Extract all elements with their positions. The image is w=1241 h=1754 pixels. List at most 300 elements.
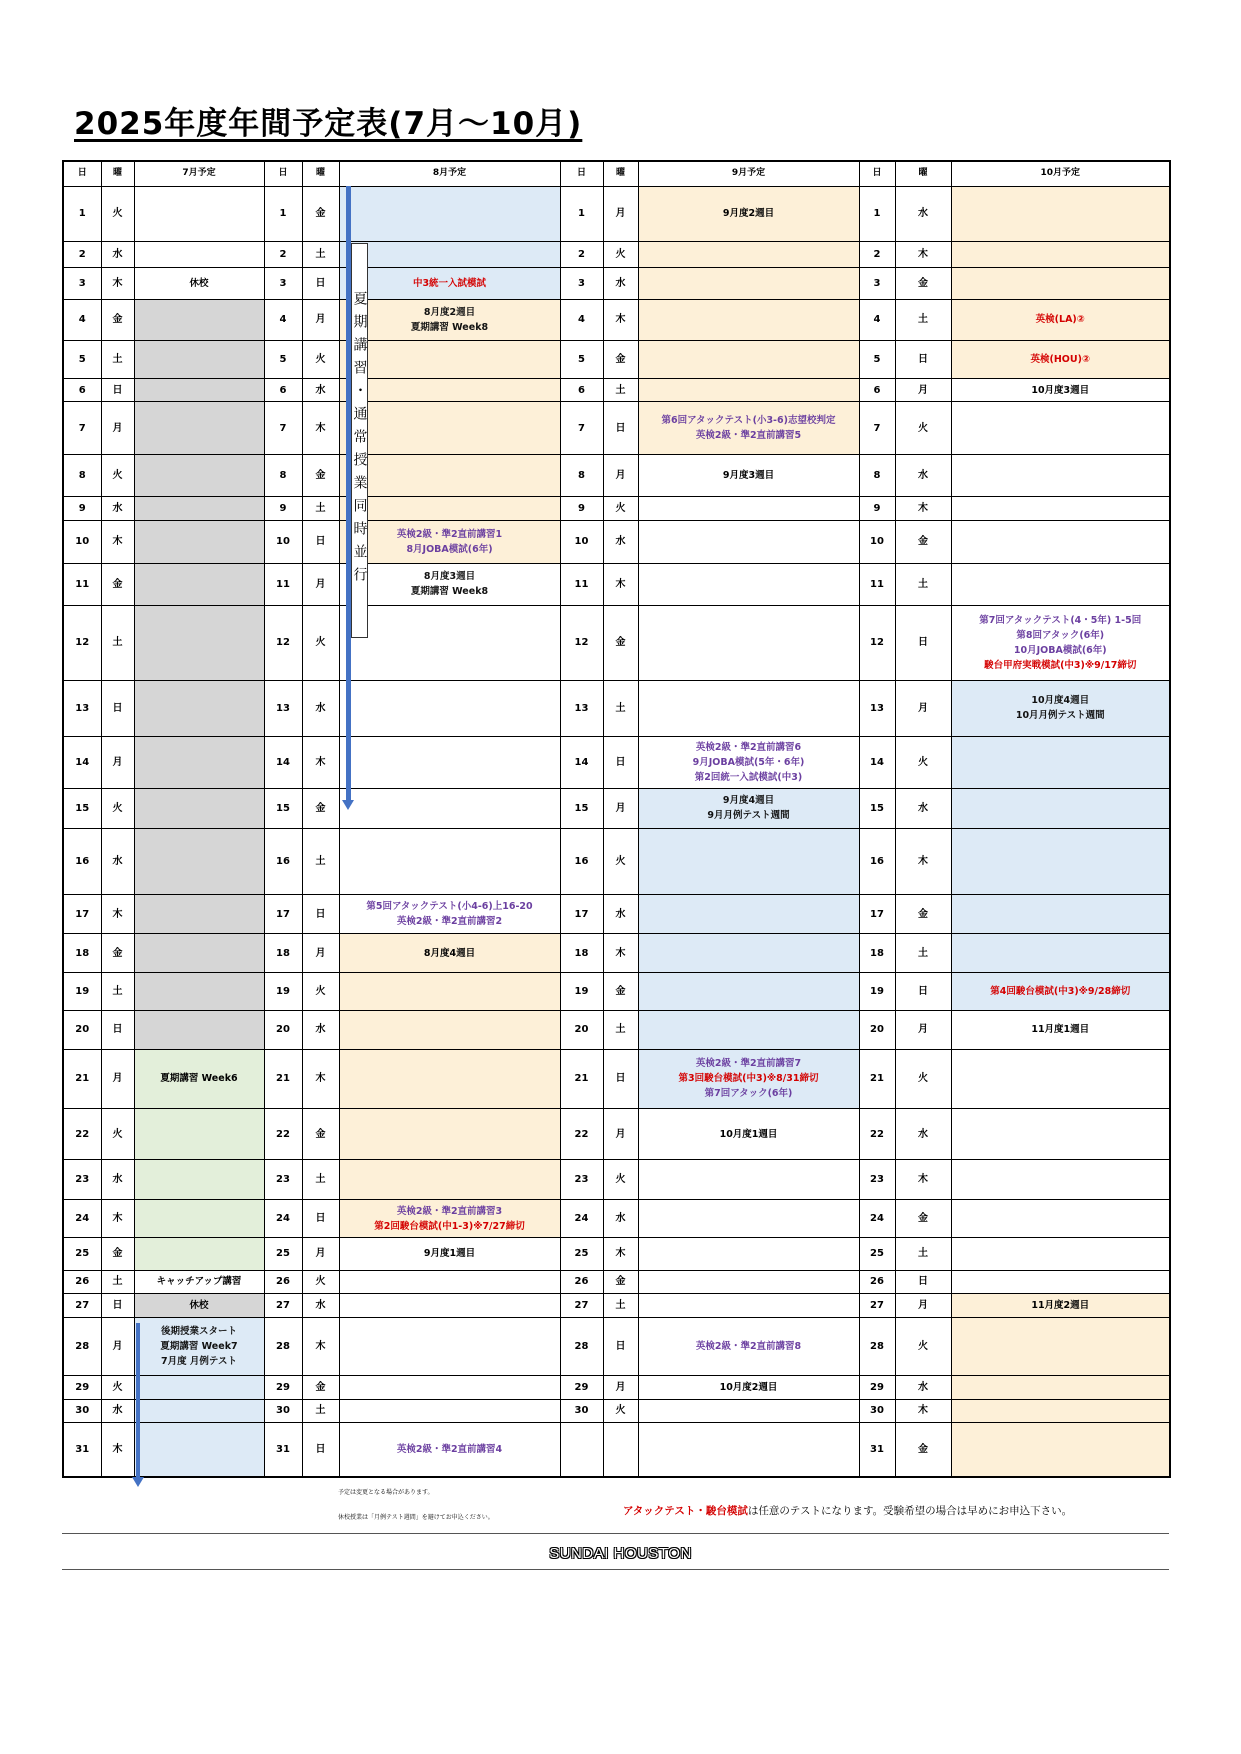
aug-weekday-cell: 月 (302, 300, 339, 341)
sep-weekday-cell: 金 (603, 340, 638, 378)
sep-event-cell (638, 1270, 859, 1294)
oct-weekday-cell: 木 (895, 1399, 951, 1423)
aug-weekday-cell: 日 (302, 1423, 339, 1477)
oct-event-cell (951, 497, 1170, 521)
oct-day-cell: 5 (859, 340, 895, 378)
sep-weekday-cell: 木 (603, 934, 638, 973)
table-row (63, 1109, 1170, 1160)
sep-day-cell: 22 (560, 1109, 603, 1160)
oct-day-cell: 1 (859, 186, 895, 241)
aug-day-cell: 18 (264, 934, 302, 973)
table-row (63, 788, 1170, 828)
oct-event-cell: 11月度2週目 (951, 1294, 1170, 1318)
sep-event-cell (638, 300, 859, 341)
aug-weekday-cell: 月 (302, 1237, 339, 1270)
header-row (63, 161, 1170, 186)
aug-weekday-cell: 土 (302, 241, 339, 268)
aug-event-cell (339, 241, 560, 268)
jul-day-cell: 24 (63, 1200, 101, 1238)
jul-weekday-cell: 土 (101, 605, 134, 680)
jul-weekday-cell: 土 (101, 340, 134, 378)
event-line: 夏期講習 Week8 (410, 586, 489, 598)
header-cell: 8月予定 (339, 161, 560, 186)
jul-event-cell (134, 563, 264, 605)
jul-weekday-cell: 水 (101, 497, 134, 521)
oct-weekday-cell: 金 (895, 268, 951, 300)
aug-event-cell (339, 680, 560, 736)
aug-weekday-cell: 日 (302, 268, 339, 300)
sep-weekday-cell: 月 (603, 1375, 638, 1399)
aug-weekday-cell: 月 (302, 934, 339, 973)
jul-weekday-cell: 木 (101, 895, 134, 934)
jul-day-cell: 30 (63, 1399, 101, 1423)
aug-weekday-cell: 火 (302, 1270, 339, 1294)
aug-day-cell: 2 (264, 241, 302, 268)
sep-weekday-cell: 日 (603, 1317, 638, 1375)
jul-event-cell (134, 186, 264, 241)
oct-event-cell (951, 1160, 1170, 1200)
aug-weekday-cell: 金 (302, 1375, 339, 1399)
sep-event-cell (638, 895, 859, 934)
sep-day-cell: 3 (560, 268, 603, 300)
jul-day-cell: 14 (63, 736, 101, 788)
table-row (63, 1049, 1170, 1108)
oct-day-cell: 3 (859, 268, 895, 300)
oct-weekday-cell: 月 (895, 680, 951, 736)
jul-day-cell: 21 (63, 1049, 101, 1108)
oct-weekday-cell: 日 (895, 605, 951, 680)
sep-day-cell: 30 (560, 1399, 603, 1423)
aug-day-cell: 19 (264, 973, 302, 1011)
jul-weekday-cell: 月 (101, 1317, 134, 1375)
event-line: 第2回駿台模試(中1-3)※7/27締切 (374, 1220, 525, 1232)
sep-event-cell (638, 402, 859, 455)
jul-day-cell: 27 (63, 1294, 101, 1318)
july-arrow-head-icon (132, 1477, 144, 1487)
jul-day-cell: 8 (63, 455, 101, 497)
sep-day-cell: 15 (560, 788, 603, 828)
notice-test-names: アタックテスト・駿台模試 (623, 1505, 748, 1517)
jul-event-cell (134, 1375, 264, 1399)
sep-day-cell: 25 (560, 1237, 603, 1270)
aug-weekday-cell: 土 (302, 828, 339, 894)
sep-day-cell: 26 (560, 1270, 603, 1294)
aug-day-cell: 21 (264, 1049, 302, 1108)
oct-day-cell: 21 (859, 1049, 895, 1108)
sep-weekday-cell: 日 (603, 736, 638, 788)
table-row (63, 1237, 1170, 1270)
event-line: 9月JOBA模試(5年・6年) (692, 756, 805, 768)
aug-event-cell (339, 1010, 560, 1049)
sep-event-cell: 9月度3週目 (638, 455, 859, 497)
sep-day-cell: 5 (560, 340, 603, 378)
sep-day-cell: 2 (560, 241, 603, 268)
aug-event-cell (339, 402, 560, 455)
sep-event-cell (638, 520, 859, 563)
sep-weekday-cell: 木 (603, 1237, 638, 1270)
jul-day-cell: 13 (63, 680, 101, 736)
sep-event-cell (638, 340, 859, 378)
jul-event-cell (134, 1237, 264, 1270)
oct-day-cell: 7 (859, 402, 895, 455)
event-line: 第8回アタック(6年) (1016, 629, 1105, 641)
sep-weekday-cell: 土 (603, 1294, 638, 1318)
sep-event-cell (638, 1010, 859, 1049)
footer-rule-bottom (62, 1569, 1169, 1570)
jul-event-cell (134, 680, 264, 736)
table-row (63, 402, 1170, 455)
aug-weekday-cell: 木 (302, 1049, 339, 1108)
oct-event-cell (951, 680, 1170, 736)
jul-weekday-cell: 火 (101, 1109, 134, 1160)
sep-weekday-cell: 木 (603, 300, 638, 341)
sep-weekday-cell: 水 (603, 268, 638, 300)
aug-weekday-cell: 金 (302, 455, 339, 497)
aug-event-cell (339, 1270, 560, 1294)
oct-day-cell: 25 (859, 1237, 895, 1270)
header-cell: 日 (859, 161, 895, 186)
sep-event-cell (638, 736, 859, 788)
aug-event-cell (339, 788, 560, 828)
jul-weekday-cell: 月 (101, 736, 134, 788)
sep-day-cell: 24 (560, 1200, 603, 1238)
jul-day-cell: 12 (63, 605, 101, 680)
event-line: 英検2級・準2直前講習1 (396, 528, 503, 540)
jul-weekday-cell: 火 (101, 186, 134, 241)
header-cell: 日 (63, 161, 101, 186)
aug-event-cell: 8月度4週目 (339, 934, 560, 973)
jul-event-cell (134, 1399, 264, 1423)
jul-weekday-cell: 日 (101, 680, 134, 736)
jul-day-cell: 5 (63, 340, 101, 378)
jul-day-cell: 25 (63, 1237, 101, 1270)
aug-event-cell (339, 300, 560, 341)
sep-weekday-cell: 月 (603, 455, 638, 497)
oct-day-cell: 19 (859, 973, 895, 1011)
oct-event-cell: 第4回駿台模試(中3)※9/28締切 (951, 973, 1170, 1011)
header-cell: 曜 (895, 161, 951, 186)
sep-event-cell (638, 1049, 859, 1108)
jul-day-cell: 26 (63, 1270, 101, 1294)
jul-event-cell (134, 605, 264, 680)
jul-weekday-cell: 金 (101, 563, 134, 605)
oct-event-cell (951, 268, 1170, 300)
aug-event-cell (339, 895, 560, 934)
sep-weekday-cell: 土 (603, 1010, 638, 1049)
aug-event-cell (339, 186, 560, 241)
sep-event-cell: 9月度2週目 (638, 186, 859, 241)
jul-day-cell: 20 (63, 1010, 101, 1049)
oct-weekday-cell: 月 (895, 1010, 951, 1049)
table-row (63, 520, 1170, 563)
oct-day-cell: 30 (859, 1399, 895, 1423)
jul-weekday-cell: 火 (101, 455, 134, 497)
sep-event-cell (638, 1200, 859, 1238)
oct-event-cell (951, 788, 1170, 828)
sep-event-cell (638, 1237, 859, 1270)
jul-weekday-cell: 水 (101, 241, 134, 268)
aug-weekday-cell: 日 (302, 1200, 339, 1238)
jul-day-cell: 7 (63, 402, 101, 455)
sep-day-cell: 11 (560, 563, 603, 605)
jul-weekday-cell: 木 (101, 1423, 134, 1477)
oct-weekday-cell: 木 (895, 241, 951, 268)
jul-weekday-cell: 木 (101, 520, 134, 563)
oct-event-cell (951, 1200, 1170, 1238)
aug-weekday-cell: 木 (302, 402, 339, 455)
event-line: 英検2級・準2直前講習6 (695, 741, 802, 753)
jul-event-cell (134, 1109, 264, 1160)
sep-day-cell: 6 (560, 378, 603, 402)
oct-day-cell: 9 (859, 497, 895, 521)
footer-brand: SUNDAI HOUSTON (549, 1545, 692, 1562)
sep-event-cell (638, 680, 859, 736)
table-row (63, 973, 1170, 1011)
event-line: 夏期講習 Week7 (160, 1340, 238, 1352)
oct-weekday-cell: 日 (895, 1270, 951, 1294)
jul-event-cell (134, 455, 264, 497)
sep-day-cell: 7 (560, 402, 603, 455)
aug-event-cell (339, 1399, 560, 1423)
aug-weekday-cell: 日 (302, 520, 339, 563)
header-cell: 7月予定 (134, 161, 264, 186)
aug-weekday-cell: 金 (302, 186, 339, 241)
sep-day-cell: 23 (560, 1160, 603, 1200)
sep-weekday-cell: 火 (603, 1399, 638, 1423)
table-row (63, 563, 1170, 605)
jul-event-cell (134, 378, 264, 402)
jul-day-cell: 6 (63, 378, 101, 402)
table-row (63, 268, 1170, 300)
table-row (63, 378, 1170, 402)
aug-weekday-cell: 水 (302, 680, 339, 736)
oct-weekday-cell: 日 (895, 340, 951, 378)
jul-day-cell: 1 (63, 186, 101, 241)
oct-event-cell: 英検(HOU)② (951, 340, 1170, 378)
jul-weekday-cell: 火 (101, 788, 134, 828)
sep-weekday-cell: 日 (603, 1049, 638, 1108)
jul-event-cell (134, 828, 264, 894)
oct-weekday-cell: 水 (895, 1375, 951, 1399)
jul-day-cell: 4 (63, 300, 101, 341)
aug-event-cell: 9月度1週目 (339, 1237, 560, 1270)
sep-day-cell: 17 (560, 895, 603, 934)
jul-event-cell (134, 1010, 264, 1049)
oct-day-cell: 2 (859, 241, 895, 268)
jul-weekday-cell: 木 (101, 268, 134, 300)
aug-weekday-cell: 水 (302, 378, 339, 402)
oct-weekday-cell: 金 (895, 520, 951, 563)
event-line: 9月月例テスト週間 (707, 810, 790, 822)
jul-event-cell (134, 1160, 264, 1200)
header-cell: 10月予定 (951, 161, 1170, 186)
aug-weekday-cell: 水 (302, 1010, 339, 1049)
sep-day-cell: 4 (560, 300, 603, 341)
sep-weekday-cell (603, 1423, 638, 1477)
sep-weekday-cell: 金 (603, 605, 638, 680)
sep-event-cell (638, 828, 859, 894)
aug-weekday-cell: 土 (302, 497, 339, 521)
jul-day-cell: 22 (63, 1109, 101, 1160)
aug-weekday-cell: 金 (302, 1109, 339, 1160)
oct-weekday-cell: 火 (895, 1049, 951, 1108)
oct-day-cell: 28 (859, 1317, 895, 1375)
oct-day-cell: 6 (859, 378, 895, 402)
sep-event-cell (638, 1399, 859, 1423)
july-arrow-shaft (136, 1323, 140, 1478)
event-line: 夏期講習 Week8 (410, 321, 489, 333)
oct-weekday-cell: 木 (895, 1160, 951, 1200)
sep-weekday-cell: 火 (603, 1160, 638, 1200)
jul-day-cell: 31 (63, 1423, 101, 1477)
aug-event-cell (339, 1049, 560, 1108)
sep-day-cell: 10 (560, 520, 603, 563)
jul-weekday-cell: 土 (101, 1270, 134, 1294)
aug-day-cell: 25 (264, 1237, 302, 1270)
table-row (63, 1317, 1170, 1375)
jul-weekday-cell: 日 (101, 1010, 134, 1049)
oct-event-cell (951, 895, 1170, 934)
jul-day-cell: 28 (63, 1317, 101, 1375)
oct-day-cell: 8 (859, 455, 895, 497)
oct-event-cell (951, 520, 1170, 563)
jul-event-cell (134, 934, 264, 973)
oct-event-cell (951, 1423, 1170, 1477)
sep-event-cell (638, 973, 859, 1011)
note-schedule-change: 予定は変更となる場合があります。 (338, 1489, 434, 1496)
sep-event-cell (638, 788, 859, 828)
aug-day-cell: 8 (264, 455, 302, 497)
sep-day-cell: 8 (560, 455, 603, 497)
jul-weekday-cell: 木 (101, 1200, 134, 1238)
event-line: 8月JOBA模試(6年) (406, 543, 493, 555)
aug-event-cell (339, 1109, 560, 1160)
jul-event-cell (134, 340, 264, 378)
aug-event-cell (339, 563, 560, 605)
table-row (63, 1270, 1170, 1294)
oct-weekday-cell: 火 (895, 736, 951, 788)
aug-event-cell (339, 1317, 560, 1375)
jul-weekday-cell: 火 (101, 1375, 134, 1399)
oct-event-cell (951, 736, 1170, 788)
aug-day-cell: 12 (264, 605, 302, 680)
aug-day-cell: 26 (264, 1270, 302, 1294)
jul-weekday-cell: 土 (101, 973, 134, 1011)
jul-weekday-cell: 水 (101, 1399, 134, 1423)
banner-text: 夏期講習・通常授業同時並行 (351, 291, 368, 590)
sep-weekday-cell: 土 (603, 378, 638, 402)
sep-weekday-cell: 月 (603, 186, 638, 241)
jul-weekday-cell: 水 (101, 1160, 134, 1200)
table-row (63, 340, 1170, 378)
jul-day-cell: 17 (63, 895, 101, 934)
sep-event-cell (638, 934, 859, 973)
oct-event-cell (951, 1399, 1170, 1423)
sep-day-cell: 19 (560, 973, 603, 1011)
event-line: 7月度 月例テスト (160, 1355, 238, 1367)
sep-weekday-cell: 水 (603, 1200, 638, 1238)
table-row (63, 1200, 1170, 1238)
oct-day-cell: 20 (859, 1010, 895, 1049)
event-line: 第6回アタックテスト(小3-6)志望校判定 (661, 415, 836, 427)
jul-day-cell: 2 (63, 241, 101, 268)
aug-day-cell: 11 (264, 563, 302, 605)
oct-day-cell: 14 (859, 736, 895, 788)
august-arrow-shaft (346, 186, 351, 800)
jul-event-cell (134, 973, 264, 1011)
aug-day-cell: 1 (264, 186, 302, 241)
jul-event-cell (134, 241, 264, 268)
sep-event-cell (638, 241, 859, 268)
jul-weekday-cell: 金 (101, 300, 134, 341)
oct-day-cell: 16 (859, 828, 895, 894)
aug-day-cell: 15 (264, 788, 302, 828)
sep-event-cell (638, 1294, 859, 1318)
header-cell: 曜 (603, 161, 638, 186)
jul-day-cell: 18 (63, 934, 101, 973)
oct-event-cell (951, 1375, 1170, 1399)
aug-weekday-cell: 土 (302, 1160, 339, 1200)
oct-weekday-cell: 木 (895, 828, 951, 894)
table-row (63, 1375, 1170, 1399)
event-line: 後期授業スタート (160, 1325, 237, 1337)
table-row (63, 1160, 1170, 1200)
table-row (63, 736, 1170, 788)
jul-event-cell (134, 1317, 264, 1375)
jul-weekday-cell: 月 (101, 402, 134, 455)
table-row (63, 1423, 1170, 1477)
aug-weekday-cell: 木 (302, 1317, 339, 1375)
oct-weekday-cell: 日 (895, 973, 951, 1011)
oct-event-cell: 10月度3週目 (951, 378, 1170, 402)
aug-event-cell (339, 1200, 560, 1238)
oct-day-cell: 18 (859, 934, 895, 973)
sep-event-cell: 10月度1週目 (638, 1109, 859, 1160)
sep-weekday-cell: 土 (603, 680, 638, 736)
aug-day-cell: 16 (264, 828, 302, 894)
aug-day-cell: 13 (264, 680, 302, 736)
event-line: 10月月例テスト週間 (1015, 710, 1105, 722)
oct-day-cell: 23 (859, 1160, 895, 1200)
oct-weekday-cell: 水 (895, 455, 951, 497)
sep-day-cell: 13 (560, 680, 603, 736)
aug-day-cell: 28 (264, 1317, 302, 1375)
aug-weekday-cell: 木 (302, 736, 339, 788)
jul-event-cell (134, 736, 264, 788)
oct-day-cell: 26 (859, 1270, 895, 1294)
sep-weekday-cell: 月 (603, 788, 638, 828)
oct-weekday-cell: 火 (895, 402, 951, 455)
jul-day-cell: 23 (63, 1160, 101, 1200)
jul-day-cell: 29 (63, 1375, 101, 1399)
table-row (63, 605, 1170, 680)
sep-day-cell (560, 1423, 603, 1477)
page-title: 2025年度年間予定表(7月～10月) (74, 106, 583, 142)
sep-weekday-cell: 火 (603, 241, 638, 268)
notice-text: は任意のテストになります。受験希望の場合は早めにお申込下さい。 (747, 1505, 1073, 1517)
event-line: 8月度3週目 (423, 571, 476, 583)
aug-weekday-cell: 火 (302, 973, 339, 1011)
oct-weekday-cell: 火 (895, 1317, 951, 1375)
sep-weekday-cell: 金 (603, 1270, 638, 1294)
aug-event-cell (339, 1294, 560, 1318)
sep-event-cell (638, 1160, 859, 1200)
aug-event-cell (339, 1375, 560, 1399)
oct-weekday-cell: 金 (895, 1423, 951, 1477)
sep-weekday-cell: 日 (603, 402, 638, 455)
oct-event-cell: 11月度1週目 (951, 1010, 1170, 1049)
event-line: 9月度4週目 (722, 795, 775, 807)
